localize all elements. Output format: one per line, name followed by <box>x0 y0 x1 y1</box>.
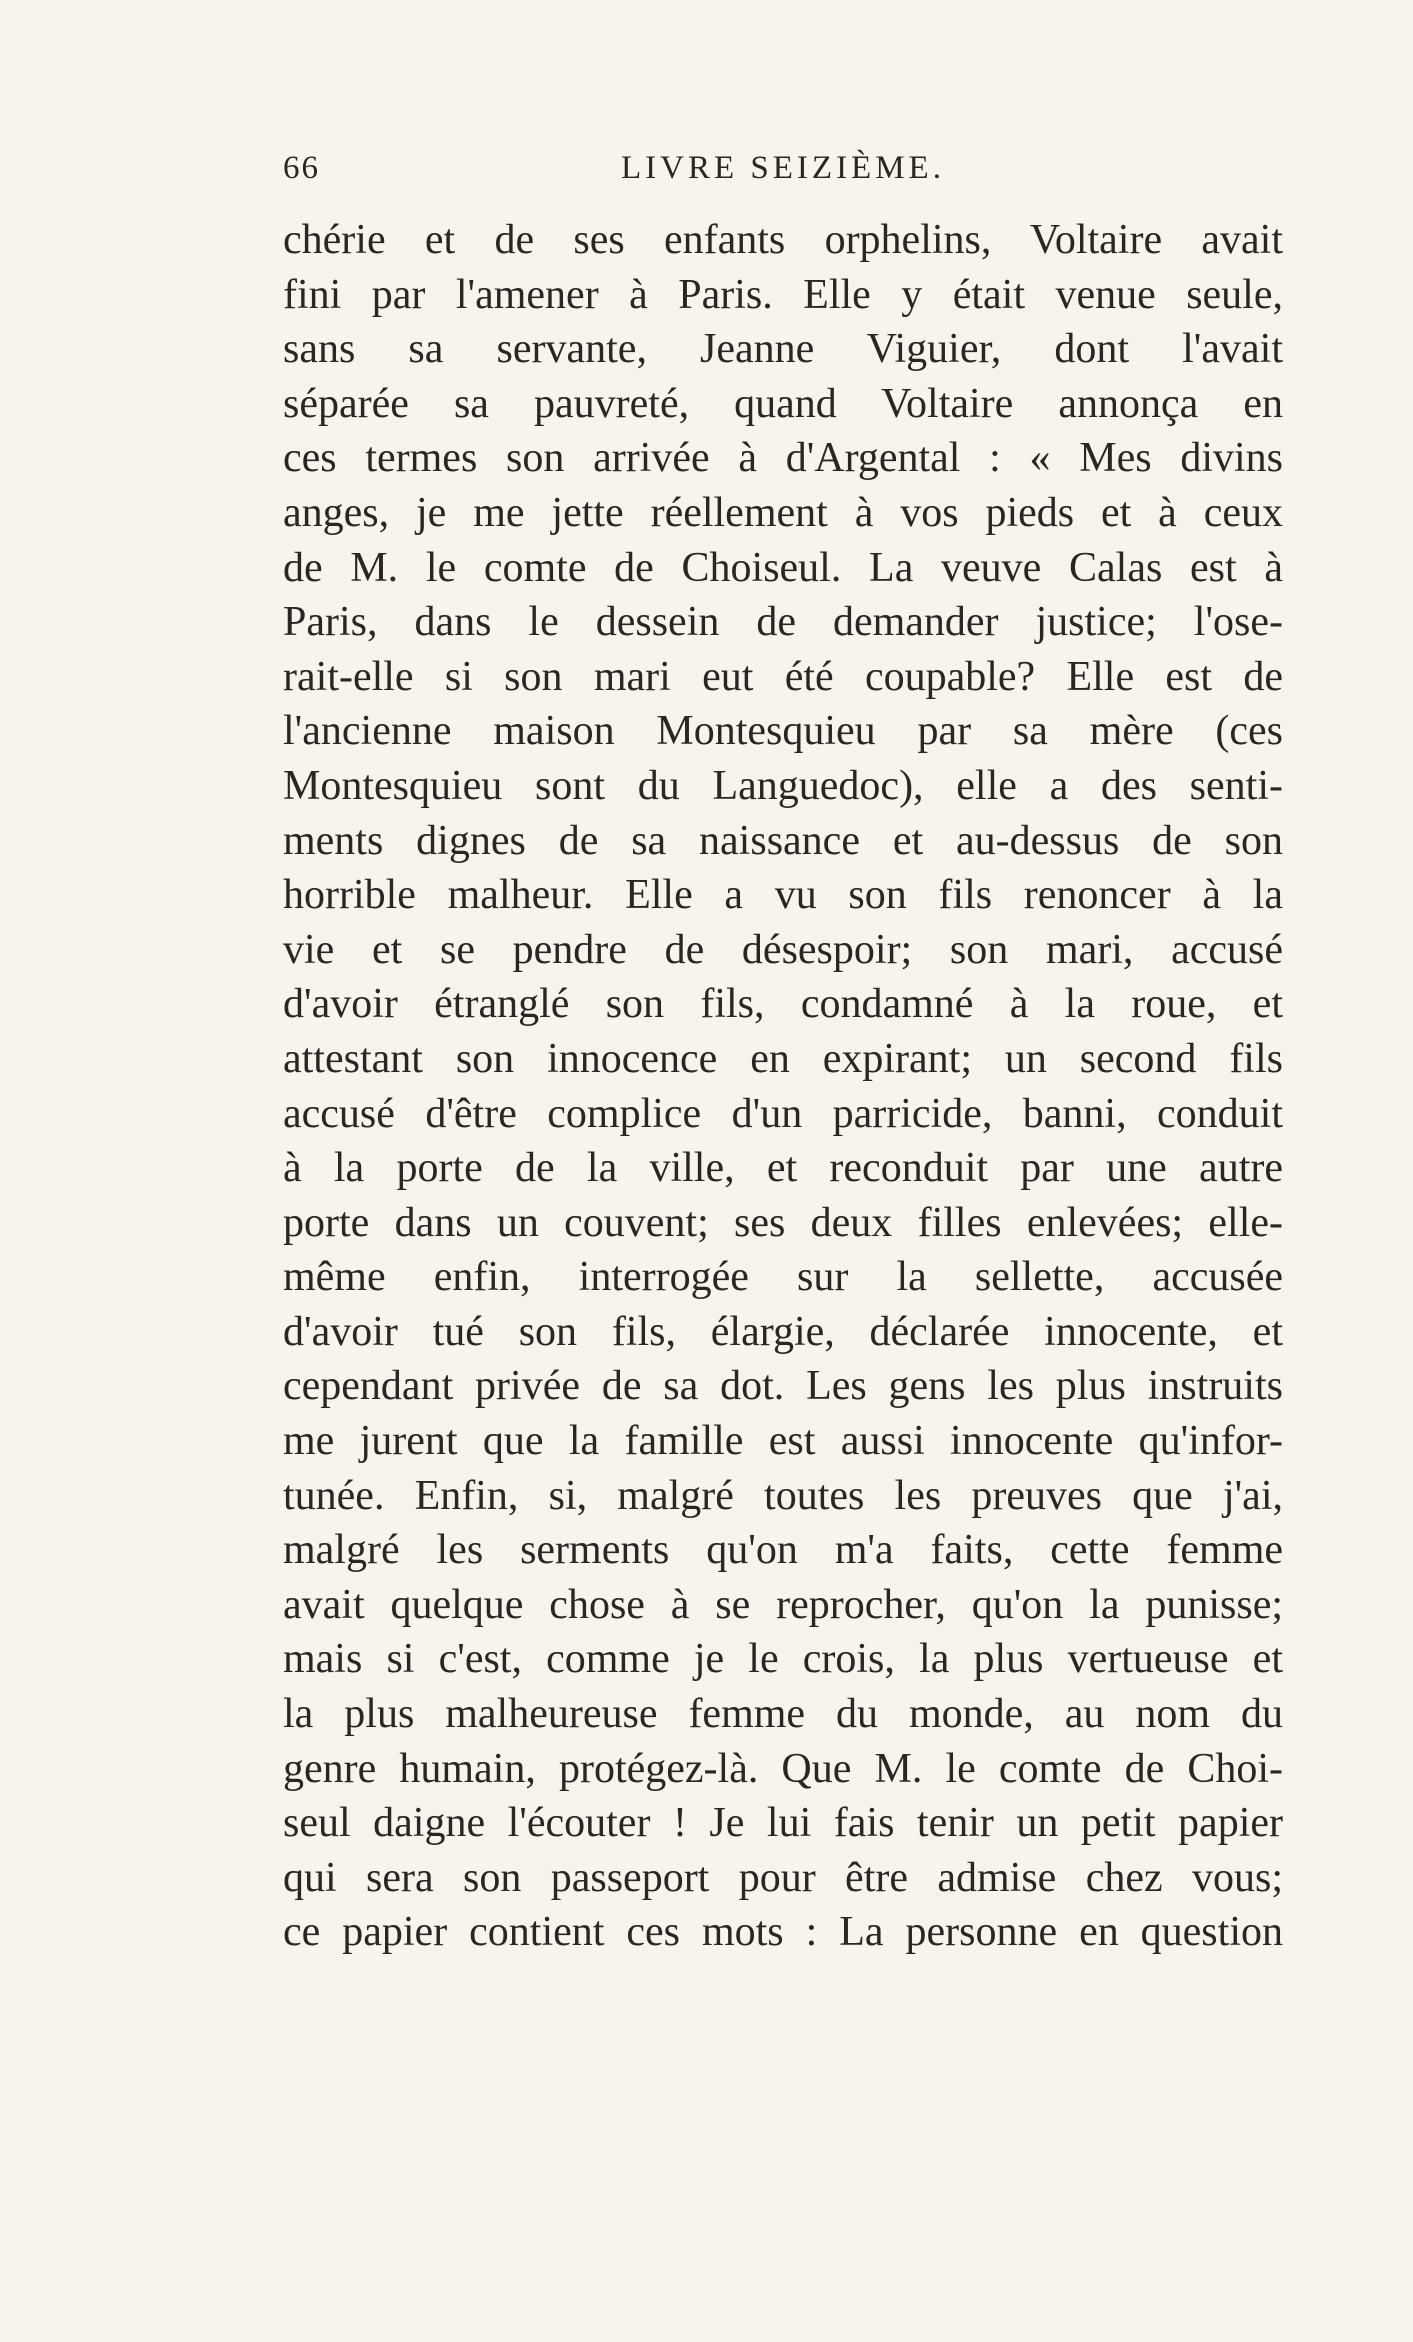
text-line: cependant privée de sa dot. Les gens les plus instruits <box>283 1363 1283 1410</box>
text-line: chérie et de ses enfants orphelins, Voltaire avait <box>283 217 1283 263</box>
text-line: d'avoir étranglé son fils, condamné à la roue, et <box>283 981 1283 1028</box>
text-line: séparée sa pauvreté, quand Voltaire annonça en <box>283 380 1283 427</box>
text-line: la plus malheureuse femme du monde, au nom du <box>283 1691 1283 1738</box>
text-line: horrible malheur. Elle a vu son fils renoncer à la <box>283 872 1283 919</box>
text-line: anges, je me jette réellement à vos pieds et à ceux <box>283 489 1283 536</box>
text-line: l'ancienne maison Montesquieu par sa mère (ces <box>283 708 1283 755</box>
text-line: Montesquieu sont du Languedoc), elle a des senti- <box>283 762 1283 809</box>
text-line: tunée. Enfin, si, malgré toutes les preuves que j'ai, <box>283 1472 1283 1519</box>
text-line: fini par l'amener à Paris. Elle y était venue seule, <box>283 271 1283 318</box>
text-line: rait-elle si son mari eut été coupable? Elle est de <box>283 653 1283 700</box>
text-line: de M. le comte de Choiseul. La veuve Calas est à <box>283 544 1283 591</box>
text-line: malgré les serments qu'on m'a faits, cette femme <box>283 1527 1283 1574</box>
running-head <box>283 150 1283 194</box>
running-title: LIVRE SEIZIÈME. <box>621 150 945 186</box>
text-line: seul daigne l'écouter ! Je lui fais tenir un petit papier <box>283 1800 1283 1847</box>
text-line: genre humain, protégez-là. Que M. le comte de Choi- <box>283 1745 1283 1792</box>
text-line: sans sa servante, Jeanne Viguier, dont l'avait <box>283 326 1283 373</box>
text-line: ments dignes de sa naissance et au-dessus de son <box>283 817 1283 864</box>
text-line: porte dans un couvent; ses deux filles enlevées; elle- <box>283 1199 1283 1246</box>
text-line: avait quelque chose à se reprocher, qu'on la punisse; <box>283 1581 1283 1628</box>
text-line: d'avoir tué son fils, élargie, déclarée innocente, et <box>283 1308 1283 1355</box>
text-line: qui sera son passeport pour être admise chez vous; <box>283 1854 1283 1901</box>
text-line: à la porte de la ville, et reconduit par une autre <box>283 1145 1283 1192</box>
text-line: Paris, dans le dessein de demander justice; l'ose- <box>283 599 1283 646</box>
text-line: me jurent que la famille est aussi innocente qu'infor- <box>283 1418 1283 1465</box>
body-text <box>283 213 1283 1960</box>
text-line: vie et se pendre de désespoir; son mari, accusé <box>283 926 1283 973</box>
text-line: ce papier contient ces mots : La personne en question <box>283 1909 1283 1956</box>
text-line: mais si c'est, comme je le crois, la plus vertueuse et <box>283 1636 1283 1683</box>
text-line: accusé d'être complice d'un parricide, banni, conduit <box>283 1090 1283 1137</box>
text-line: ces termes son arrivée à d'Argental : « Mes divins <box>283 435 1283 482</box>
text-line: attestant son innocence en expirant; un second fils <box>283 1035 1283 1082</box>
page-number: 66 <box>283 150 320 186</box>
text-line: même enfin, interrogée sur la sellette, accusée <box>283 1254 1283 1301</box>
